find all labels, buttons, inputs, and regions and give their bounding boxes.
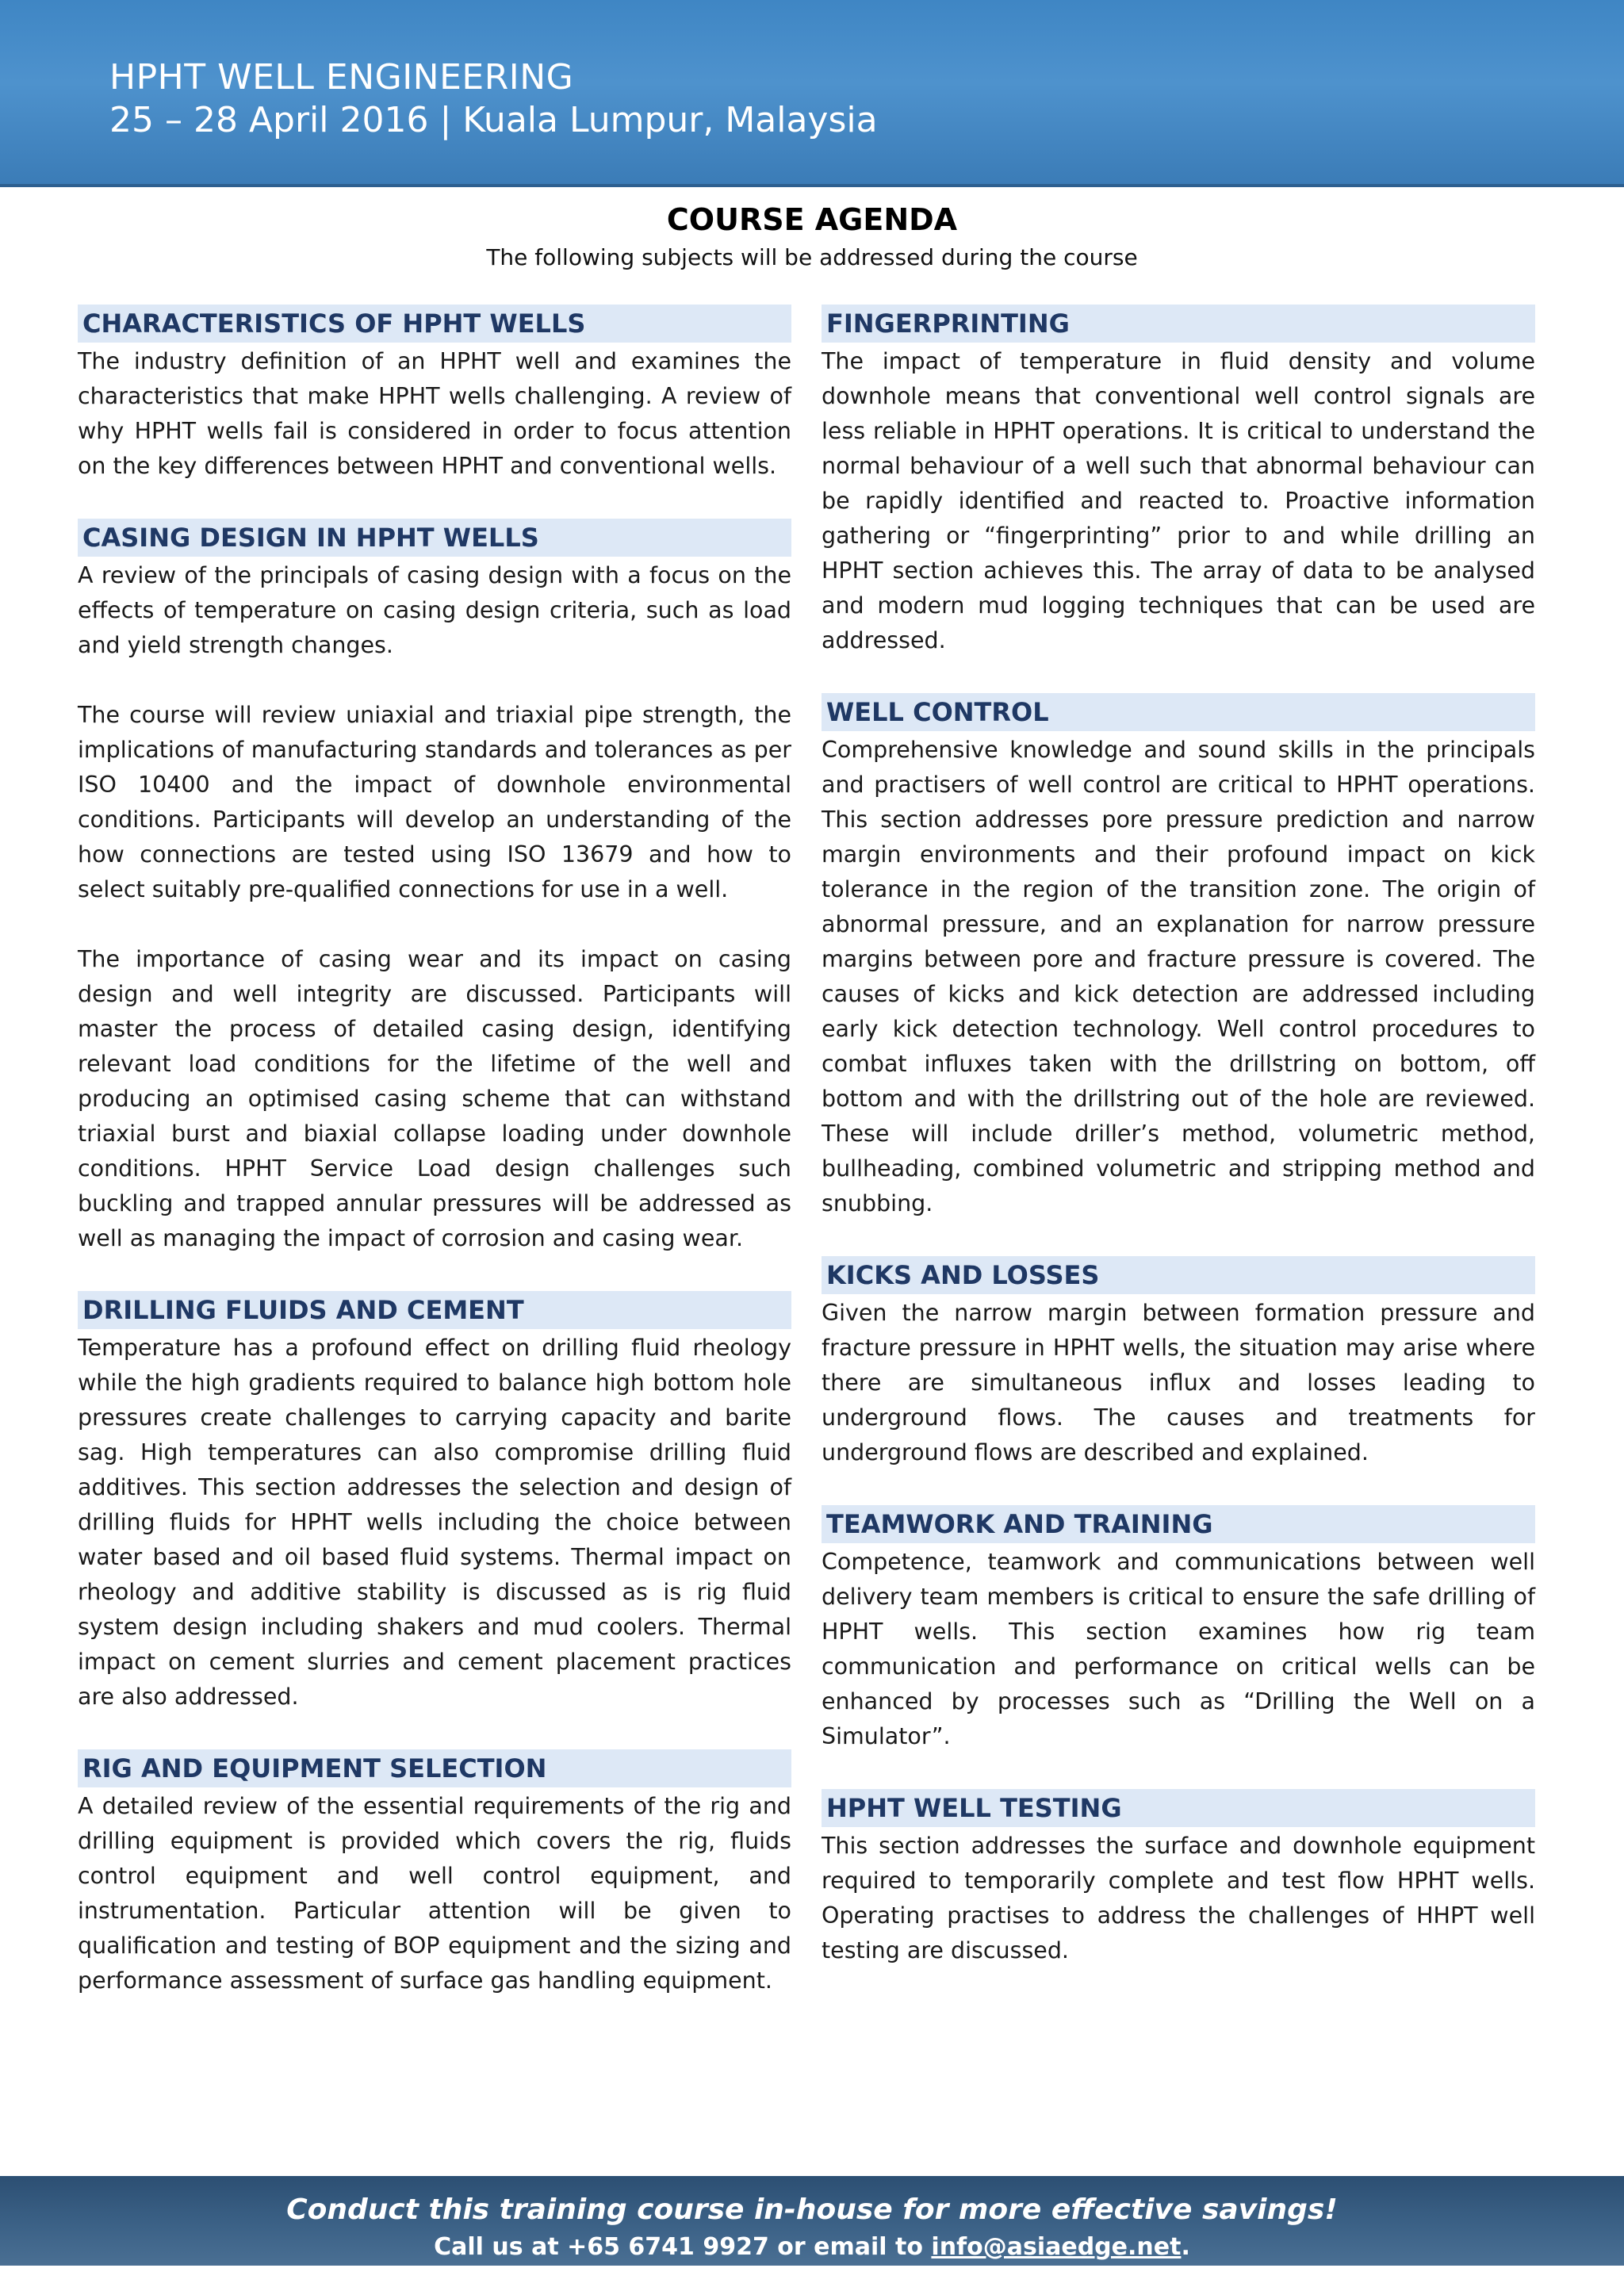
agenda-title: COURSE AGENDA bbox=[666, 202, 958, 237]
section-paragraph: Competence, teamwork and communications between well delivery team members is critical to ensure the safe drilling of HPHT wells. This section examines how rig team communication and performance on critical wells can be enhanced by processes such as “Drilling the Well on a Simulator”. bbox=[822, 1549, 1535, 1749]
footer-banner bbox=[0, 2176, 1624, 2291]
section-paragraph: The course will review uniaxial and triaxial pipe strength, the implications of manufacturing standards and tolerances as per ISO 10400 and the impact of downhole environmental conditions. Participants will develop an understanding of the how connections are tested using ISO 13679 and how to select suitably pre-qualified connections for use in a well. bbox=[78, 702, 791, 902]
section-casing-design bbox=[78, 519, 791, 1256]
course-title: HPHT WELL ENGINEERING bbox=[109, 57, 574, 98]
section-paragraph: A review of the principals of casing design with a focus on the effects of temperature on casing design criteria, such as load and yield strength changes. bbox=[78, 562, 791, 658]
footer-contact bbox=[0, 2233, 1624, 2261]
section-rig-equipment bbox=[78, 1749, 791, 1998]
section-heading: HPHT WELL TESTING bbox=[822, 1789, 1535, 1827]
section-paragraph: This section addresses the surface and downhole equipment required to temporarily complete and test flow HPHT wells. Operating practises to address the challenges of HHPT well testing are discussed. bbox=[822, 1833, 1535, 1963]
footer-website: For more information, visit www.asiaedge.net bbox=[504, 2263, 1120, 2291]
section-heading: DRILLING FLUIDS AND CEMENT bbox=[78, 1291, 791, 1329]
section-fingerprinting bbox=[822, 305, 1535, 658]
section-paragraph: A detailed review of the essential requirements of the rig and drilling equipment is provided which covers the rig, fluids control equipment and well control equipment, and instrumentation. Particular attention will be given to qualification and testing of BOP equipment and the sizing and performance assessment of surface gas handling equipment. bbox=[78, 1793, 791, 1994]
section-teamwork-training bbox=[822, 1505, 1535, 1754]
section-heading: KICKS AND LOSSES bbox=[822, 1256, 1535, 1294]
section-well-testing bbox=[822, 1789, 1535, 1968]
section-kicks-losses bbox=[822, 1256, 1535, 1470]
section-characteristics bbox=[78, 305, 791, 484]
left-column bbox=[78, 305, 791, 2033]
section-paragraph: Temperature has a profound effect on drilling fluid rheology while the high gradients required to balance high bottom hole pressures create challenges to carrying capacity and barite sag. High temperatures can also compromise drilling fluid additives. This section addresses the selection and design of drilling fluids for HPHT wells including the choice between water based and oil based fluid systems. Thermal impact on rheology and additive stability is discussed as is rig fluid system design including shakers and mud coolers. Thermal impact on cement slurries and cement placement practices are also addressed. bbox=[78, 1335, 791, 1710]
section-heading: CHARACTERISTICS OF HPHT WELLS bbox=[78, 305, 791, 343]
section-well-control bbox=[822, 693, 1535, 1221]
section-heading: WELL CONTROL bbox=[822, 693, 1535, 731]
section-paragraph: The industry definition of an HPHT well and examines the characteristics that make HPHT wells challenging. A review of why HPHT wells fail is considered in order to focus attention on the key differences between HPHT and conventional wells. bbox=[78, 348, 791, 479]
section-paragraph: Given the narrow margin between formation pressure and fracture pressure in HPHT wells, the situation may arise where there are simultaneous influx and losses leading to underground flows. The causes and treatments for underground flows are described and explained. bbox=[822, 1300, 1535, 1465]
course-date-location: 25 – 28 April 2016 | Kuala Lumpur, Malaysia bbox=[109, 100, 878, 140]
section-heading: RIG AND EQUIPMENT SELECTION bbox=[78, 1749, 791, 1787]
agenda-subtitle: The following subjects will be addressed during the course bbox=[486, 244, 1138, 270]
footer-tagline: Conduct this training course in-house for more effective savings! bbox=[286, 2193, 1338, 2226]
header-banner bbox=[0, 0, 1624, 187]
section-paragraph: Comprehensive knowledge and sound skills in the principals and practisers of well control are critical to HPHT operations. This section addresses pore pressure prediction and narrow margin environments and their profound impact on kick tolerance in the region of the transition zone. The origin of abnormal pressure, and an explanation for narrow pressure margins between pore and fracture pressure is covered. The causes of kicks and kick detection are addressed including early kick detection technology. Well control procedures to combat influxes taken with the drillstring on bottom, off bottom and with the drillstring out of the hole are reviewed. These will include driller’s method, volumetric method, bullheading, combined volumetric and stripping method and snubbing. bbox=[822, 737, 1535, 1216]
section-heading: FINGERPRINTING bbox=[822, 305, 1535, 343]
section-heading: TEAMWORK AND TRAINING bbox=[822, 1505, 1535, 1543]
footer-contact-text: Call us at +65 6741 9927 or email to bbox=[434, 2233, 932, 2261]
section-paragraph: The importance of casing wear and its impact on casing design and well integrity are discussed. Participants will master the process of detailed casing design, identifying relevant load conditions for the lifetime of the well and producing an optimised casing scheme that can withstand triaxial burst and biaxial collapse loading under downhole conditions. HPHT Service Load design challenges such buckling and trapped annular pressures will be addressed as well as managing the impact of corrosion and casing wear. bbox=[78, 946, 791, 1251]
footer-contact-end: . bbox=[1181, 2233, 1190, 2261]
section-heading: CASING DESIGN IN HPHT WELLS bbox=[78, 519, 791, 557]
email-link[interactable]: info@asiaedge.net bbox=[931, 2233, 1182, 2261]
section-drilling-fluids bbox=[78, 1291, 791, 1714]
section-paragraph: The impact of temperature in fluid density and volume downhole means that conventional well control signals are less reliable in HPHT operations. It is critical to understand the normal behaviour of a well such that abnormal behaviour can be rapidly identified and reacted to. Proactive information gathering or “fingerprinting” prior to and while drilling an HPHT section achieves this. The array of data to be analysed and modern mud logging techniques that can be used are addressed. bbox=[822, 348, 1535, 653]
right-column bbox=[822, 305, 1535, 2003]
